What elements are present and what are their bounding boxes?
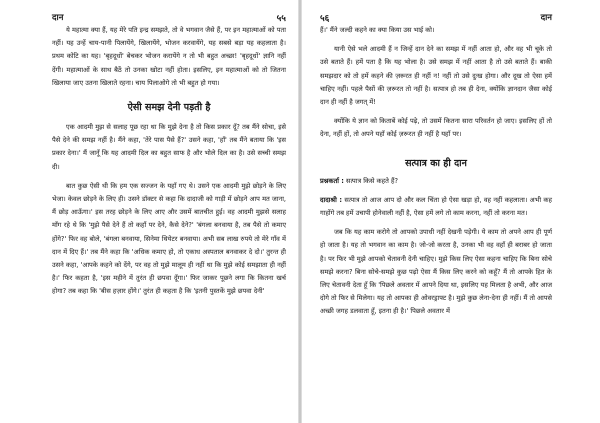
answer-line xyxy=(320,194,552,220)
paragraph: बात कुछ ऐसी थी कि हम एक सज्जन के यहाँ गए थे। उसने एक आदमी मुझे छोड़ने के लिए भेजा। केवल छोड़ने के लिए ही। उसने डॉक्टर से कहा कि दादाजी को गाड़ी में छोड़ने आप मत जाना, मैं छोड़ आऊँगा।' इस तरह छोड़ने के लिए आए और उसमें बातचीत हुई। वह आदमी मुझसे सलाह माँग रहे थे कि 'मुझे पैसे देने हैं तो कहाँ पर देने, कैसे देने?' 'बंगला बनवाया है, तब पैसे तो कमाए होंगे?' फिर वह बोले, 'बंगला बनवाया, सिनेमा थियेटर बनवाया। अभी सब लाख रुपये तो मेरे गाँव में दान में दिए हैं।' तब मैंने कहा कि 'अधिक कमाए हो, तो एकाध अस्पताल बनवाकर दे दो।' तुरन्त ही उसने कहा, 'आपके कहने को देंगे, पर वह तो मुझे मालूम ही नहीं था कि मुझे कोई समझाता ही नहीं है।' फिर कहता है, 'इस महीने में तुरंत ही छपवा दूँगा।' फिर जाकर पूछने लगा कि कितना खर्च होगा? तब कहा कि 'बीस हज़ार होंगे।' तुरंत ही कहता है कि 'इतनी पुस्तकें मुझे छपवा देनी' xyxy=(52,181,286,296)
paragraph: जब कि यह काम करोगे तो आपको उपाधी नहीं देखनी पड़ेगी। ये काम तो अपने आप ही पूर्ण हो जाता है। यह तो भगवान का काम है। जो-जो करता है, उनका भी वह वहाँ ही बराबर हो जाता है। पर फिर भी मुझे आपको चेतावनी देनी चाहिए। मुझे किस लिए ऐसा कहना चाहिए कि बिना सोचे समझे करना? बिना सोचे-समझे कुछ पढ़ो ऐसा मैं किस लिए करने को कहूँ? मैं तो आपके हित के लिए चेतावनी देता हूँ कि 'पिछले अवतार में आपने दिया था, इसलिए यह मिलता है अभी, और आज दोगे तो फिर से मिलेगा। यह तो आपका ही ओवरड्राफ्ट है। मुझे कुछ लेना-देना ही नहीं। मैं तो आपसे अच्छी जगह डलवाता हूँ, इतना ही है।' पिछले अवतार में xyxy=(320,228,552,316)
answer-text: सत्पात्र तो आज आप दो और कल चिंता हो ऐसा खड़ा हो, वह नहीं कहलाता। अभी कह गाहोंगे तब हमें उचापी होनेवाली नहीं है, ऐसा हमें लगे तो काम करना, नहीं तो करना मत। xyxy=(320,195,552,218)
paragraph: क्योंकि ये ज्ञान को किताबें कोई पढ़े, तो उसमें कितना सारा परिवर्तन हो जाए। इसलिए हों तो देना, नहीं हों, तो अपने यहाँ कोई ज़रूरत ही नहीं है यहाँ पर। xyxy=(320,117,552,139)
answerer-label: दादाश्री : xyxy=(320,195,342,204)
questioner-label: प्रश्नकर्ता : xyxy=(320,176,344,185)
left-page-header xyxy=(52,10,286,24)
section-heading: सत्पात्र का ही दान xyxy=(405,157,467,169)
section-heading: ऐसी समझ देनी पड़ती है xyxy=(127,102,211,114)
paragraph: यानी ऐसे भले आदमी हैं न जिन्हें दान देने का समझ में नहीं आता हो, और वह भी चूके तो उसे बताते हैं। हमें पता है कि यह भोला है। उसे समझ में नहीं आता है तो उसे बताते हैं। बाकी समझदार को तो हमें कहने की ज़रूरत ही नहीं न! नहीं तो उसे दुःख होगा। और दूख तो ऐसा हमें चाहिए नहीं। पहले पैसों की ज़रूरत तो नहीं है। सत्पात्र हो तब ही देना, क्योंकि ज्ञानदान जैसा कोई दान ही नहीं है जगत् में! xyxy=(320,45,552,107)
left-page-body xyxy=(52,24,286,299)
paragraph: एक आदमी मुझ से सलाह पूछ रहा था कि मुझे देना है तो किस प्रकार दूँ? तब मैंने सोचा, इसे पैसे देने की समझ नहीं है। मैंने कहा, 'तेरे पास पैसे हैं?' उसने कहा, 'हाँ' तब मैंने बताया कि 'इस प्रकार देना।' मैं जानूँ कि यह आदमी दिल का बहुत साफ है और भोले दिल का है। उसे सच्ची समझ दी। xyxy=(52,123,286,171)
question-text: सत्पात्र किसे कहते हैं? xyxy=(346,176,398,185)
left-page-number: ५५ xyxy=(276,13,286,24)
right-page xyxy=(300,0,600,423)
right-header-title: दान xyxy=(540,12,552,23)
right-page-number: ५६ xyxy=(320,13,330,24)
left-header-title: दान xyxy=(52,12,64,23)
question-line xyxy=(320,175,552,188)
right-page-body xyxy=(320,24,552,319)
paragraph: हैं।' मैंने जल्दी कहने का क्या किया उस भाई को। xyxy=(320,26,435,34)
paragraph: ये महात्मा क्या हैं, यह मेरे पति इन्द्र समझते, तो वे भगवान जैसे हैं, पर इन महात्माओं को पता नहीं। यह उन्हें चाय-पानी पिलायेंगे, खिलायेंगे, भोजन करवायेंगे, यह सबसे बड़ा यह कहलाता है। प्रथम कोटि का यह। 'बृहदूधों' बेचकर भोजन करायेंगे न तो भी बहुत अच्छा! 'बृहदूधों' ज्ञानि नहीं देंगी। महात्माओं के साथ बैठें तो उनका खोटा नहीं होता। इसलिए, इन महात्माओं को तो जितना खिलाया जाए उतना खिलाते रहना। चाय पिलाओगे तो भी बहुत हो गया। xyxy=(52,26,286,87)
right-page-header xyxy=(320,10,552,24)
